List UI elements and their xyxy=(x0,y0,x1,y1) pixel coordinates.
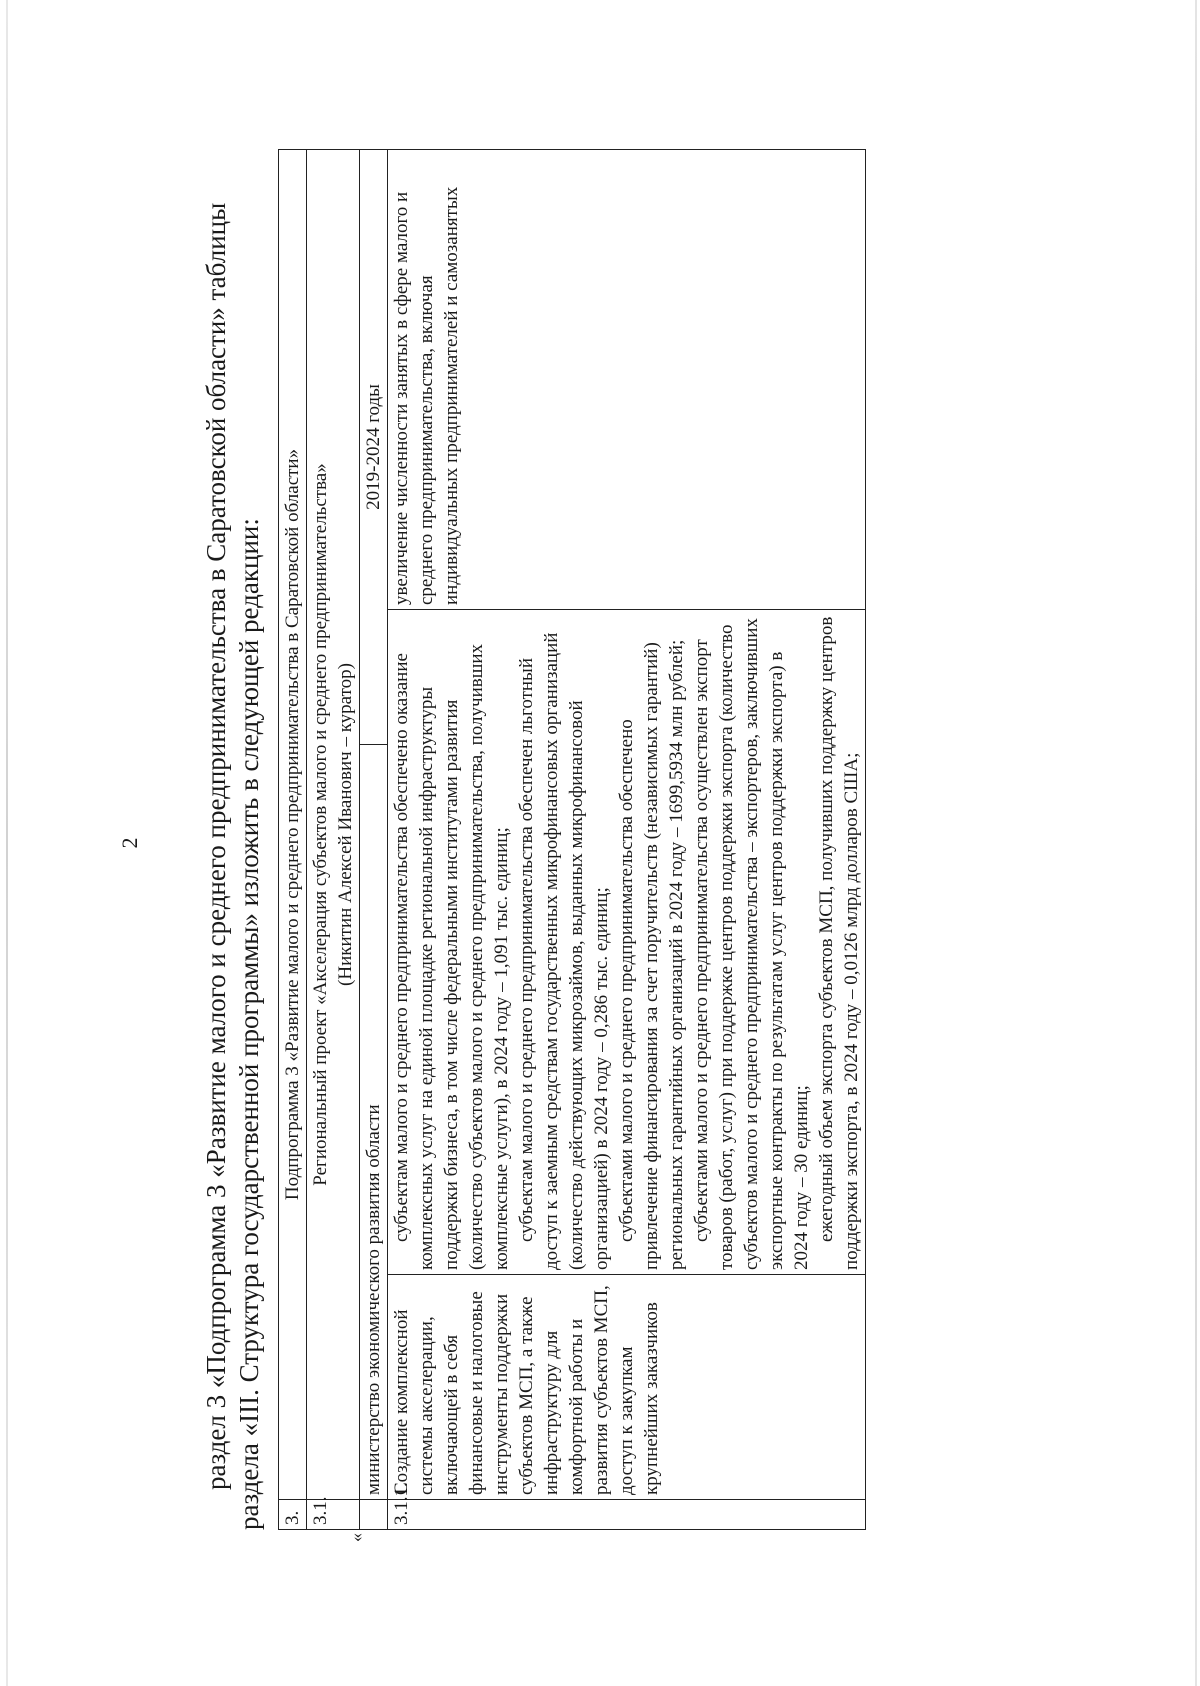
table-row-project xyxy=(307,149,360,1529)
period-cell: 2019-2024 годы xyxy=(360,149,388,744)
table-row-task xyxy=(388,149,866,1529)
scan-edge-right xyxy=(1195,0,1197,1686)
scan-edge-left xyxy=(6,0,8,1686)
document-heading xyxy=(200,150,266,1530)
result-item: субъектами малого и среднего предпринимательства осуществлен экспорт товаров (работ, услуг) при поддержке центров поддержки экспорта (количество субъектов малого и среднего предпринимательства – экспортеров, заключивших экспортные контракты по результатам услуг центров поддержки экспорта) в 2024 году – 30 единиц; xyxy=(691,618,812,1270)
task-number-cell: 3.1.1. xyxy=(388,1500,866,1530)
row-number-cell: 3.1. xyxy=(307,1500,360,1530)
project-title: Региональный проект «Акселерация субъектов малого и среднего предпринимательства» xyxy=(310,463,331,1186)
task-description-cell: Создание комплексной системы акселерации, включающей в себя финансовые и налоговые инструменты поддержки субъектов МСП, а также инфраструктуру для комфортной работы и развития субъектов МСП, доступ к закупкам крупнейших заказчиков xyxy=(388,1275,866,1500)
heading-line-1: раздел 3 «Подпрограмма 3 «Развитие малого и среднего предпринимательства в Саратовской области» таблицы xyxy=(201,202,231,1490)
table-row-subprogram xyxy=(279,149,307,1529)
opening-quote-mark: « xyxy=(346,1533,366,1542)
subprogram-title-cell: Подпрограмма 3 «Развитие малого и среднего предпринимательства в Саратовской области» xyxy=(279,149,307,1499)
result-item: субъектами малого и среднего предпринимательства обеспечено привлечение финансирования за счет поручительств (независимых гарантий) региональных гарантийных организаций в 2024 году – 1699,5934 млн рублей; xyxy=(616,639,687,1270)
project-title-cell xyxy=(307,149,360,1499)
responsible-ministry-cell: министерство экономического развития области xyxy=(360,745,388,1500)
task-goal-cell: увеличение численности занятых в сфере малого и среднего предпринимательства, включая индивидуальных предпринимателей и самозанятых xyxy=(388,149,866,609)
result-item: субъектам малого и среднего предпринимательства обеспечен льготный доступ к заемным средствам государственных микрофинансовых организаций (количество действующих микрозаймов, выданных микрофинансовой организацией) в 2024 году – 0,286 тыс. единиц; xyxy=(516,632,612,1270)
table-wrapper xyxy=(278,150,866,1542)
result-item: субъектам малого и среднего предпринимательства обеспечено оказание комплексных услуг на единой площадке региональной инфраструктуры поддержки бизнеса, в том числе федеральными институтами развития (количество субъектов малого и среднего предпринимательства, получивших комплексные услуги), в 2024 году – 1,091 тыс. единиц; xyxy=(391,643,512,1270)
heading-line-2: раздела «III. Структура государственной программы» изложить в следующей редакции: xyxy=(234,518,264,1530)
empty-number-cell xyxy=(360,1500,388,1530)
rotated-page-content xyxy=(200,150,1020,1542)
table-row-responsible xyxy=(360,149,388,1529)
program-structure-table xyxy=(278,149,866,1530)
result-item: ежегодный объем экспорта субъектов МСП, получивших поддержку центров поддержки экспорта, в 2024 году – 0,0126 млрд долларов США; xyxy=(816,616,862,1270)
task-results-cell xyxy=(388,610,866,1275)
project-curator: (Никитин Алексей Иванович – куратор) xyxy=(335,663,356,986)
row-number-cell: 3. xyxy=(279,1500,307,1530)
page-number: 2 xyxy=(117,837,142,849)
